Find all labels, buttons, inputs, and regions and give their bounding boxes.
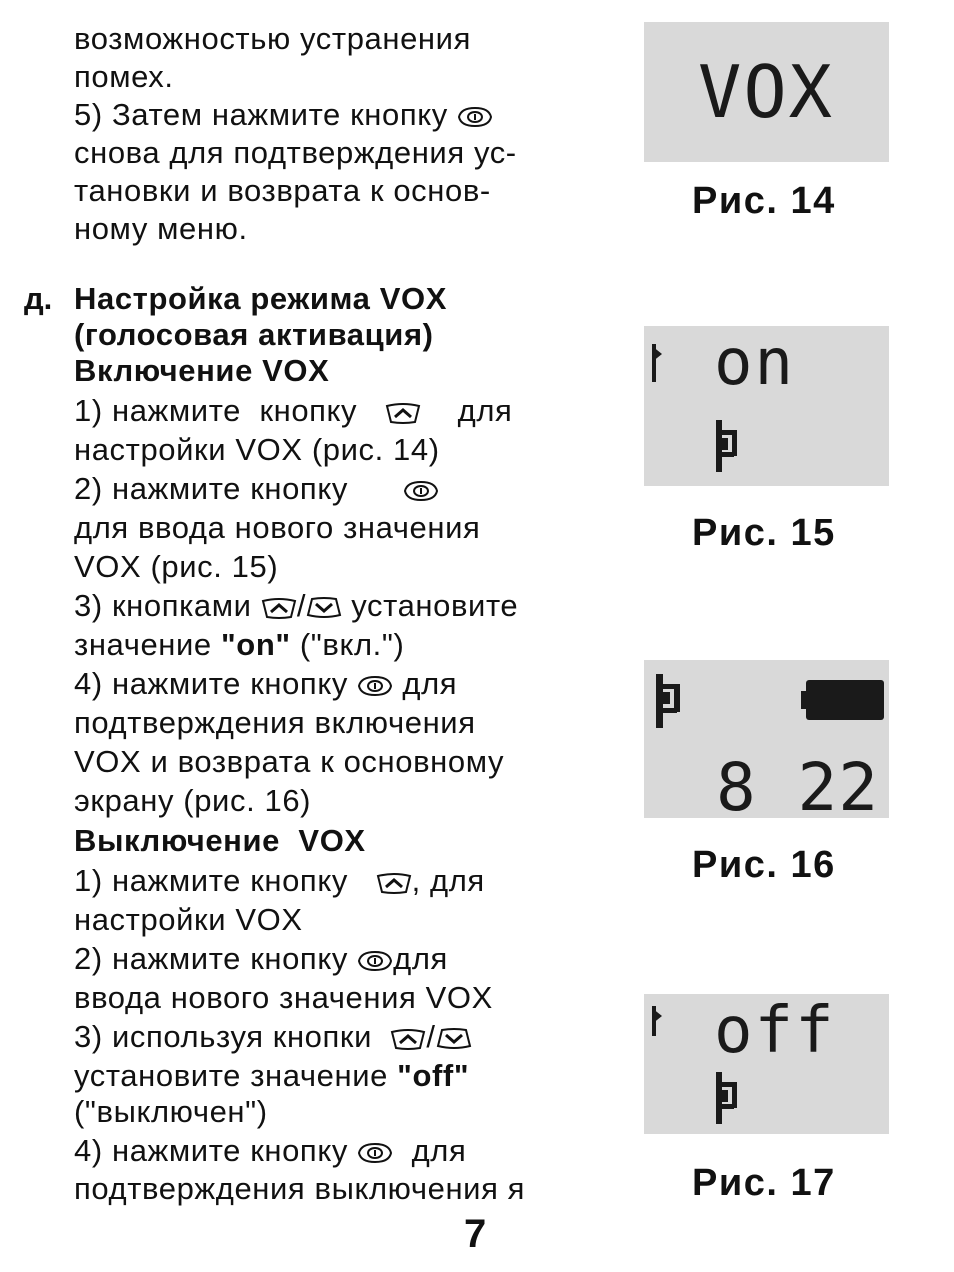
text-fragment: 3) кнопками — [74, 588, 252, 623]
lcd-text: 8 22 — [716, 749, 879, 818]
text-line: подтверждения включения — [74, 705, 476, 740]
section-subtitle: (голосовая активация) — [74, 317, 434, 352]
ok-button-icon — [357, 949, 393, 973]
text-fragment: 4) нажмите кнопку — [74, 666, 348, 701]
text-line — [74, 1132, 466, 1170]
page-number: 7 — [464, 1212, 487, 1256]
text-line: для ввода нового значения — [74, 510, 481, 545]
text-fragment: ("вкл.") — [299, 627, 405, 662]
ok-button-icon — [357, 1141, 393, 1165]
text-line: настройки VOX (рис. 14) — [74, 432, 440, 467]
vox-symbol-icon — [716, 420, 737, 472]
text-fragment: / — [426, 1019, 436, 1054]
text-line — [74, 1057, 469, 1095]
lcd-display-fig16 — [644, 660, 889, 818]
text-line: снова для подтверждения ус- — [74, 135, 517, 170]
lcd-display-fig15 — [644, 326, 889, 486]
text-fragment: , для — [411, 863, 485, 898]
text-line: ввода нового значения VOX — [74, 980, 493, 1015]
down-button-icon — [306, 596, 342, 620]
text-line — [74, 587, 518, 625]
text-line — [74, 1018, 472, 1056]
ok-button-icon — [357, 674, 393, 698]
text-line — [74, 392, 512, 430]
figure-caption: Рис. 17 — [692, 1162, 836, 1204]
up-button-icon — [261, 596, 297, 620]
text-fragment: 2) нажмите кнопку — [74, 471, 348, 506]
section-letter: д. — [24, 281, 53, 316]
text-fragment: 4) нажмите кнопку — [74, 1133, 348, 1168]
section-title: Настройка режима VOX — [74, 281, 447, 316]
text-fragment: для — [393, 941, 448, 976]
text-line — [74, 940, 448, 978]
vox-symbol-icon — [656, 674, 680, 728]
text-fragment: 5) Затем нажмите кнопку — [74, 97, 448, 132]
text-fragment: значение — [74, 627, 212, 662]
text-fragment: установите — [351, 588, 519, 623]
figure-caption: Рис. 14 — [692, 180, 836, 222]
text-line — [74, 470, 439, 508]
text-line: ("выключен") — [74, 1094, 268, 1129]
up-button-icon — [376, 871, 412, 895]
text-line: ному меню. — [74, 211, 248, 246]
vox-symbol-icon — [716, 1072, 737, 1124]
text-line — [74, 626, 404, 664]
text-fragment: кнопку — [259, 393, 358, 428]
lcd-display-fig14 — [644, 22, 889, 162]
text-line — [74, 665, 457, 703]
text-fragment: для — [402, 666, 458, 701]
text-line: возможностью устранения — [74, 21, 471, 56]
text-fragment: установите значение — [74, 1058, 388, 1093]
battery-icon — [806, 680, 884, 720]
text-fragment: 2) нажмите кнопку — [74, 941, 348, 976]
down-button-icon — [436, 1027, 472, 1051]
text-line: настройки VOX — [74, 902, 303, 937]
subsection-title-off: Выключение VOX — [74, 823, 366, 858]
ok-button-icon — [457, 105, 493, 129]
text-fragment: для — [457, 393, 513, 428]
figure-caption: Рис. 15 — [692, 512, 836, 554]
text-line: VOX и возврата к основному — [74, 744, 505, 779]
text-line — [74, 96, 493, 134]
value-on: "on" — [220, 627, 291, 662]
value-off: "off" — [397, 1058, 470, 1093]
up-button-icon — [390, 1027, 426, 1051]
text-fragment: 1) нажмите — [74, 393, 241, 428]
text-line: экрану (рис. 16) — [74, 783, 312, 818]
text-line: помех. — [74, 59, 174, 94]
subsection-title-on: Включение VOX — [74, 353, 330, 388]
text-fragment: 1) нажмите кнопку — [74, 863, 348, 898]
text-fragment: 3) используя кнопки — [74, 1019, 372, 1054]
text-line: подтверждения выключения я — [74, 1171, 526, 1206]
lcd-text: on — [714, 326, 796, 400]
ok-button-icon — [403, 479, 439, 503]
text-line: тановки и возврата к основ- — [74, 173, 491, 208]
text-line: VOX (рис. 15) — [74, 549, 279, 584]
figure-caption: Рис. 16 — [692, 844, 836, 886]
text-line — [74, 862, 485, 900]
lcd-display-fig17 — [644, 994, 889, 1134]
text-fragment: / — [296, 588, 307, 623]
text-fragment: для — [411, 1133, 467, 1168]
lcd-text: VOX — [697, 50, 835, 134]
lcd-text: off — [714, 994, 836, 1068]
up-button-icon — [385, 401, 421, 425]
